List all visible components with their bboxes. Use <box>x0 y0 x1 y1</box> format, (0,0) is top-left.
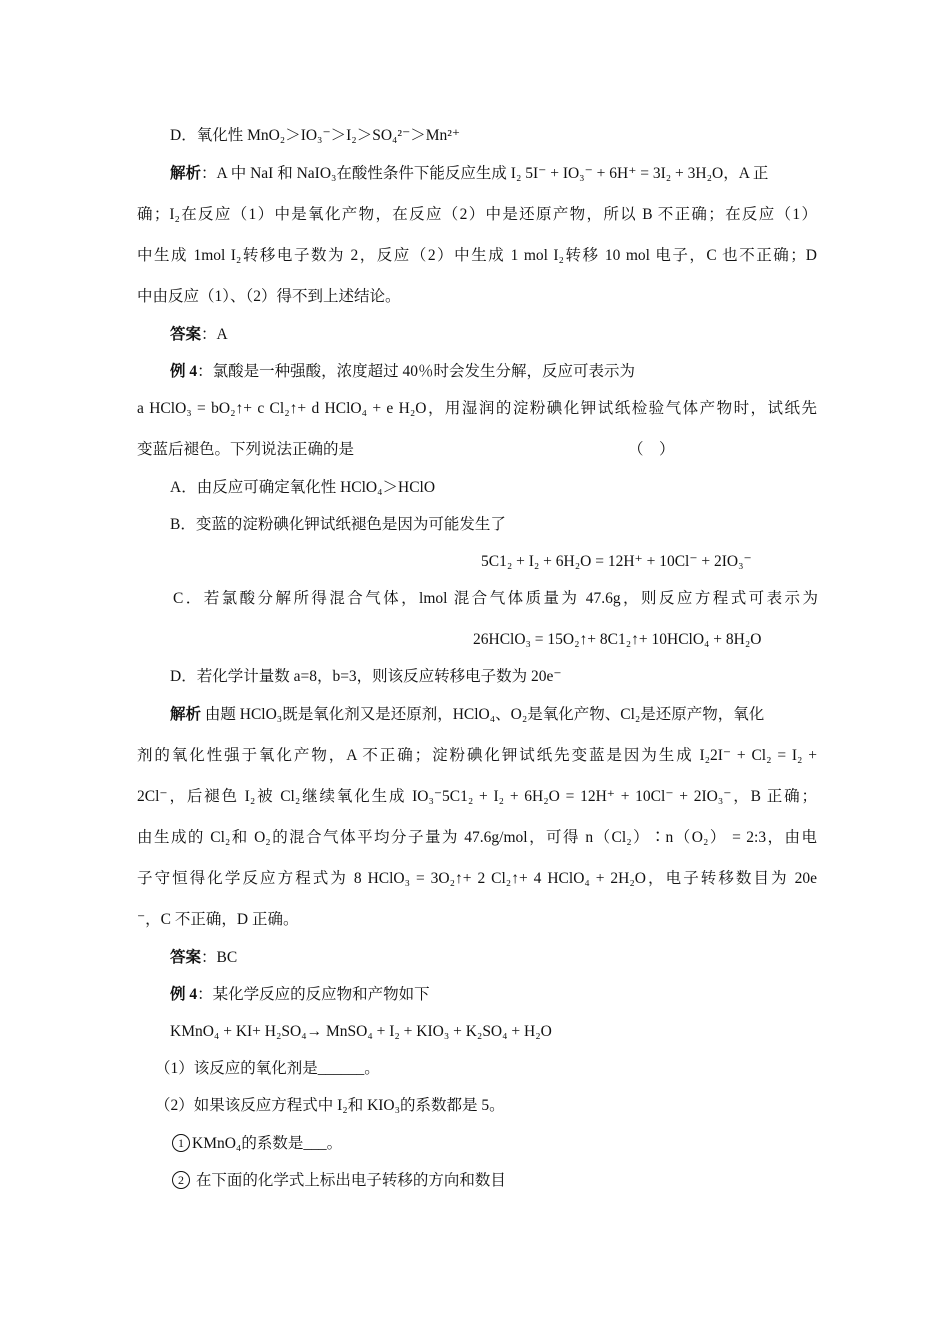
analysis-label: 解析 <box>170 165 202 182</box>
option-a-text: A．由反应可确定氧化性 HClO₄＞HClO <box>170 479 436 496</box>
option-b-text: B．变蓝的淀粉碘化钾试纸褪色是因为可能发生了 <box>170 516 506 533</box>
equation-c: 26HClO₃ = 15O₂↑+ 8C1₂↑+ 10HClO₄ + 8H₂O <box>473 631 762 648</box>
analysis-paragraph-line: 2Cl⁻，后褪色 I₂被 Cl₂继续氧化生成 IO₃⁻5C1₂ + I₂ + 6H₂O = 12H⁺ + 10Cl⁻ + 2IO₃⁻，B 正确； <box>137 788 817 805</box>
sub-question-1: 1 KMnO₄的系数是___。 <box>172 1133 852 1155</box>
answer-label: 答案 <box>170 949 202 966</box>
answer-blank-brackets: （ ） <box>628 441 675 458</box>
example-heading: 例 4：某化学反应的反应物和产物如下 <box>170 986 430 1003</box>
question-line: a HClO₃ = bO₂↑+ c Cl₂↑+ d HClO₄ + e H₂O，用湿润的淀粉碘化钾试纸检验气体产物时，试纸先 <box>137 400 817 417</box>
answer-label: 答案 <box>170 326 202 343</box>
example-heading: 例 4：氯酸是一种强酸，浓度超过 40％时会发生分解，反应可表示为 <box>170 363 636 380</box>
example-label: 例 4 <box>170 363 198 380</box>
option-c-text: C．若氯酸分解所得混合气体，lmol 混合气体质量为 47.6g，则反应方程式可表示为 <box>173 590 818 607</box>
question-part-1: （1）该反应的氧化剂是______。 <box>155 1060 380 1077</box>
analysis-paragraph-line: 确；I₂在反应（1）中是氧化产物，在反应（2）中是还原产物，所以 B 不正确；在反应（1） <box>137 206 817 223</box>
analysis-label: 解析 <box>170 706 202 723</box>
sub-question-2: 2 在下面的化学式上标出电子转移的方向和数目 <box>172 1170 852 1192</box>
question-part-2: （2）如果该反应方程式中 I₂和 KIO₃的系数都是 5。 <box>155 1097 505 1114</box>
equation-b: 5C1₂ + I₂ + 6H₂O = 12H⁺ + 10Cl⁻ + 2IO₃⁻ <box>481 553 752 570</box>
answer-line: 答案：A <box>170 326 228 343</box>
circled-number-two: 2 <box>172 1171 190 1189</box>
analysis-paragraph-line: 由生成的 Cl₂和 O₂的混合气体平均分子量为 47.6g/mol，可得 n（Cl₂）∶n（O₂） = 2:3，由电 <box>137 829 817 846</box>
analysis-paragraph-line: 子守恒得化学反应方程式为 8 HClO₃ = 3O₂↑+ 2 Cl₂↑+ 4 HClO₄ + 2H₂O，电子转移数目为 20e <box>137 870 817 887</box>
analysis-paragraph-line: 解析：A 中 NaI 和 NaIO₃在酸性条件下能反应生成 I₂ 5I⁻ + IO₃⁻ + 6H⁺ = 3I₂ + 3H₂O，A 正 <box>170 165 769 182</box>
reaction-equation: KMnO₄ + KI+ H₂SO₄→ MnSO₄ + I₂ + KIO₃ + K₂SO₄ + H₂O <box>170 1023 552 1040</box>
option-d-text: D．若化学计量数 a=8，b=3，则该反应转移电子数为 20e⁻ <box>170 668 562 685</box>
answer-line: 答案：BC <box>170 949 238 966</box>
question-line: 变蓝后褪色。下列说法正确的是 <box>137 441 355 458</box>
circled-number-one: 1 <box>172 1134 190 1152</box>
analysis-paragraph-line: ⁻，C 不正确，D 正确。 <box>137 911 299 928</box>
option-d-text: D．氧化性 MnO₂＞IO₃⁻＞I₂＞SO₄²⁻＞Mn²⁺ <box>170 127 461 144</box>
analysis-paragraph-line: 剂的氧化性强于氧化产物，A 不正确；淀粉碘化钾试纸先变蓝是因为生成 I₂2I⁻ + Cl₂ = I₂ + <box>137 747 817 764</box>
example-label: 例 4 <box>170 986 198 1003</box>
analysis-paragraph-line: 中生成 1mol I₂转移电子数为 2，反应（2）中生成 1 mol I₂转移 10 mol 电子，C 也不正确；D <box>137 247 817 264</box>
analysis-paragraph-line: 解析 由题 HClO₃既是氧化剂又是还原剂，HClO₄、O₂是氧化产物、Cl₂是还原产物，氧化 <box>170 706 765 723</box>
analysis-paragraph-line: 中由反应（1）、（2）得不到上述结论。 <box>137 288 401 305</box>
